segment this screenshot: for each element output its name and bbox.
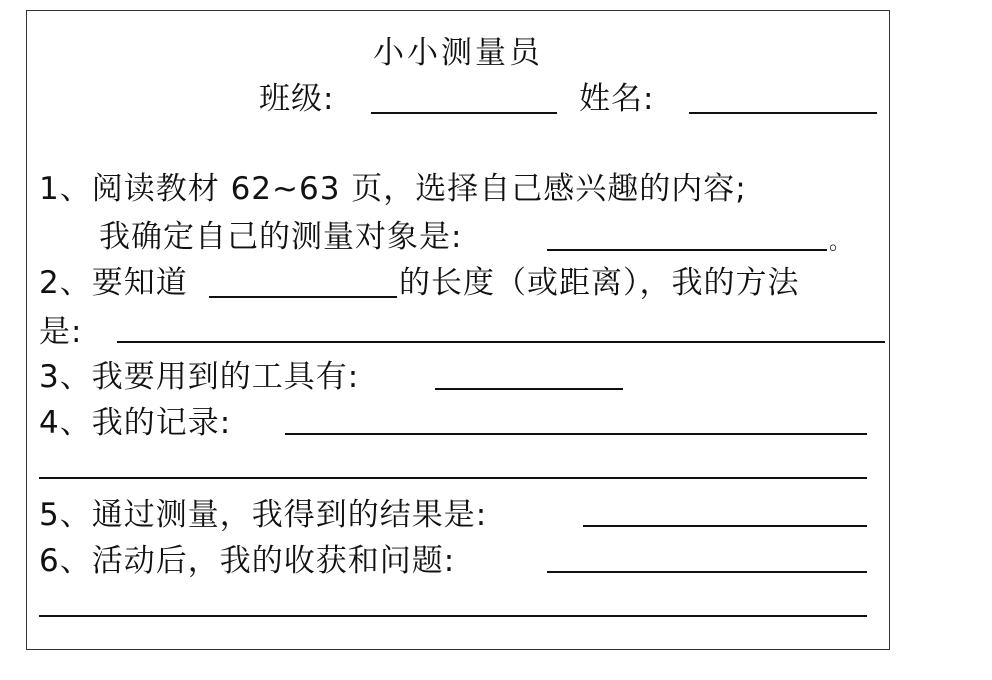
question-3: 3、我要用到的工具有:	[39, 359, 360, 395]
gains-blank-2[interactable]	[39, 615, 867, 617]
question-2-middle: 的长度（或距离），我的方法	[399, 265, 800, 301]
name-blank[interactable]	[689, 112, 877, 114]
question-4: 4、我的记录:	[39, 405, 232, 441]
record-blank-1[interactable]	[285, 433, 867, 435]
method-blank[interactable]	[117, 341, 885, 343]
worksheet-page	[26, 10, 890, 650]
measure-object-blank[interactable]	[547, 249, 827, 251]
result-blank[interactable]	[583, 525, 867, 527]
name-label: 姓名:	[579, 81, 655, 117]
question-1-line-1: 1、阅读教材 62~63 页，选择自己感兴趣的内容;	[39, 171, 747, 207]
question-5: 5、通过测量，我得到的结果是:	[39, 497, 488, 533]
length-target-blank[interactable]	[209, 296, 397, 298]
question-6: 6、活动后，我的收获和问题:	[39, 543, 456, 579]
class-label: 班级:	[259, 81, 335, 117]
question-2-prefix: 2、要知道	[39, 265, 188, 301]
class-blank[interactable]	[371, 112, 557, 114]
question-1-period: 。	[829, 230, 853, 255]
record-blank-2[interactable]	[39, 477, 867, 479]
gains-blank-1[interactable]	[547, 571, 867, 573]
worksheet-title: 小小测量员	[373, 35, 543, 71]
question-2-line-2: 是:	[39, 314, 83, 350]
tools-blank[interactable]	[435, 388, 623, 390]
question-1-line-2: 我确定自己的测量对象是:	[99, 219, 463, 255]
